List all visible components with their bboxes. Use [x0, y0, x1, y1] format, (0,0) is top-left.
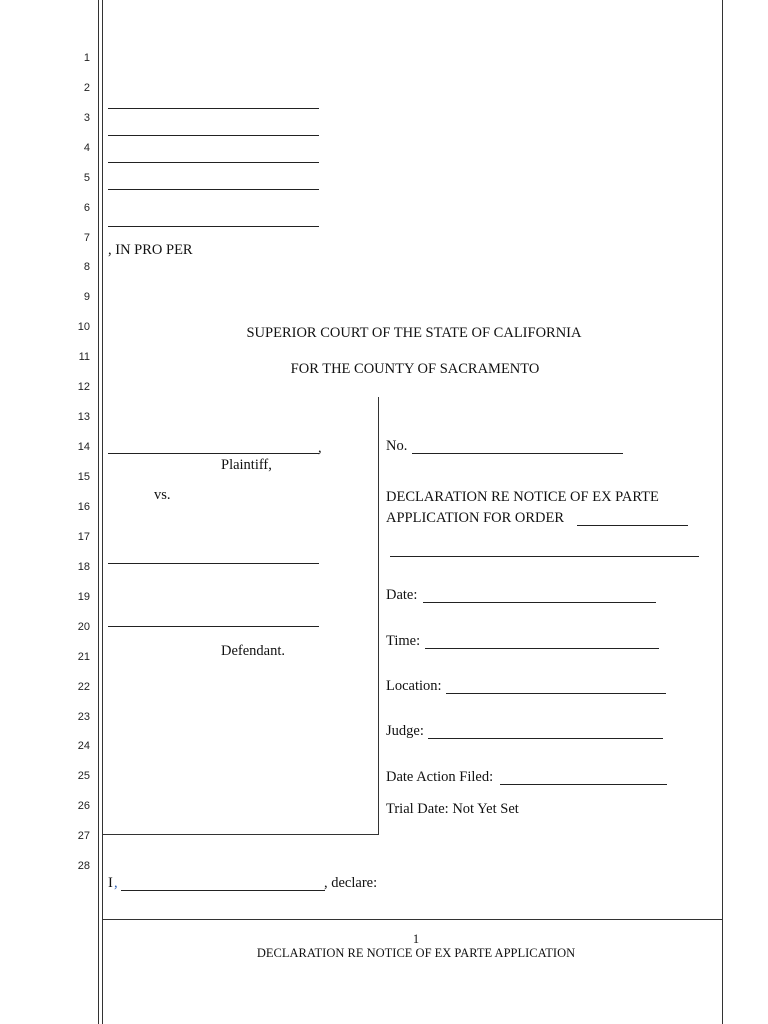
left-margin-rule-outer	[98, 0, 99, 1024]
line-number: 24	[77, 740, 90, 752]
document-title-line2: APPLICATION FOR ORDER	[386, 510, 565, 526]
line-number: 13	[77, 411, 90, 423]
caption-bottom-rule	[102, 834, 379, 835]
in-pro-per-label: , IN PRO PER	[108, 242, 193, 258]
order-type-blank-2[interactable]	[390, 556, 699, 557]
hearing-date-blank[interactable]	[423, 602, 656, 603]
line-number: 21	[77, 651, 90, 663]
line-number: 12	[77, 381, 90, 393]
trial-date-text: Trial Date: Not Yet Set	[386, 801, 519, 817]
line-number: 1	[83, 52, 90, 64]
line-number: 4	[83, 142, 90, 154]
attorney-phone-blank[interactable]	[108, 189, 319, 190]
hearing-time-label: Time:	[386, 633, 421, 649]
line-number: 3	[83, 112, 90, 124]
attorney-email-blank[interactable]	[108, 226, 319, 227]
page-number: 1	[412, 932, 420, 946]
line-number: 25	[77, 770, 90, 782]
judge-label: Judge:	[386, 723, 424, 739]
line-number: 9	[83, 291, 90, 303]
line-number: 5	[83, 172, 90, 184]
attorney-address-blank[interactable]	[108, 135, 319, 136]
line-number: 28	[77, 860, 90, 872]
declare-suffix: , declare:	[324, 875, 378, 891]
hearing-time-blank[interactable]	[425, 648, 659, 649]
location-blank[interactable]	[446, 693, 666, 694]
order-type-blank[interactable]	[577, 525, 688, 526]
caption-divider	[378, 397, 379, 835]
hearing-date-label: Date:	[386, 587, 418, 603]
date-action-filed-blank[interactable]	[500, 784, 667, 785]
right-margin-rule	[722, 0, 723, 1024]
plaintiff-comma: ,	[318, 440, 322, 456]
declarant-name-blank[interactable]	[121, 890, 325, 891]
line-number: 11	[78, 351, 90, 363]
attorney-name-blank[interactable]	[108, 108, 319, 109]
declarant-comma: ,	[114, 875, 118, 891]
location-label: Location:	[386, 678, 442, 694]
line-number: 19	[77, 591, 90, 603]
declarant-prefix: I	[108, 875, 113, 891]
court-county: FOR THE COUNTY OF SACRAMENTO	[290, 361, 540, 377]
defendant-label: Defendant.	[221, 643, 286, 659]
line-number: 2	[83, 82, 90, 94]
footer-rule	[102, 919, 723, 920]
line-number: 6	[83, 202, 90, 214]
vs-label: vs.	[154, 487, 171, 503]
line-number: 15	[77, 471, 90, 483]
defendant-name-blank-2[interactable]	[108, 626, 319, 627]
case-number-label: No.	[386, 438, 408, 454]
plaintiff-name-blank[interactable]	[108, 453, 319, 454]
line-number: 7	[83, 232, 90, 244]
line-number: 23	[77, 711, 90, 723]
case-number-blank[interactable]	[412, 453, 623, 454]
judge-blank[interactable]	[428, 738, 663, 739]
date-action-filed-label: Date Action Filed:	[386, 769, 494, 785]
defendant-name-blank-1[interactable]	[108, 563, 319, 564]
line-number: 8	[83, 261, 90, 273]
line-number: 22	[77, 681, 90, 693]
attorney-city-blank[interactable]	[108, 162, 319, 163]
court-name: SUPERIOR COURT OF THE STATE OF CALIFORNIA	[246, 325, 582, 341]
plaintiff-label: Plaintiff,	[221, 457, 272, 473]
line-number: 20	[77, 621, 90, 633]
line-number: 14	[77, 441, 90, 453]
document-title-line1: DECLARATION RE NOTICE OF EX PARTE	[386, 489, 659, 505]
left-margin-rule-inner	[102, 0, 103, 1024]
footer-title: DECLARATION RE NOTICE OF EX PARTE APPLICATION	[256, 946, 576, 960]
line-number: 18	[77, 561, 90, 573]
line-number: 10	[77, 321, 90, 333]
line-number: 16	[77, 501, 90, 513]
line-number: 27	[77, 830, 90, 842]
line-number: 26	[77, 800, 90, 812]
line-number: 17	[77, 531, 90, 543]
